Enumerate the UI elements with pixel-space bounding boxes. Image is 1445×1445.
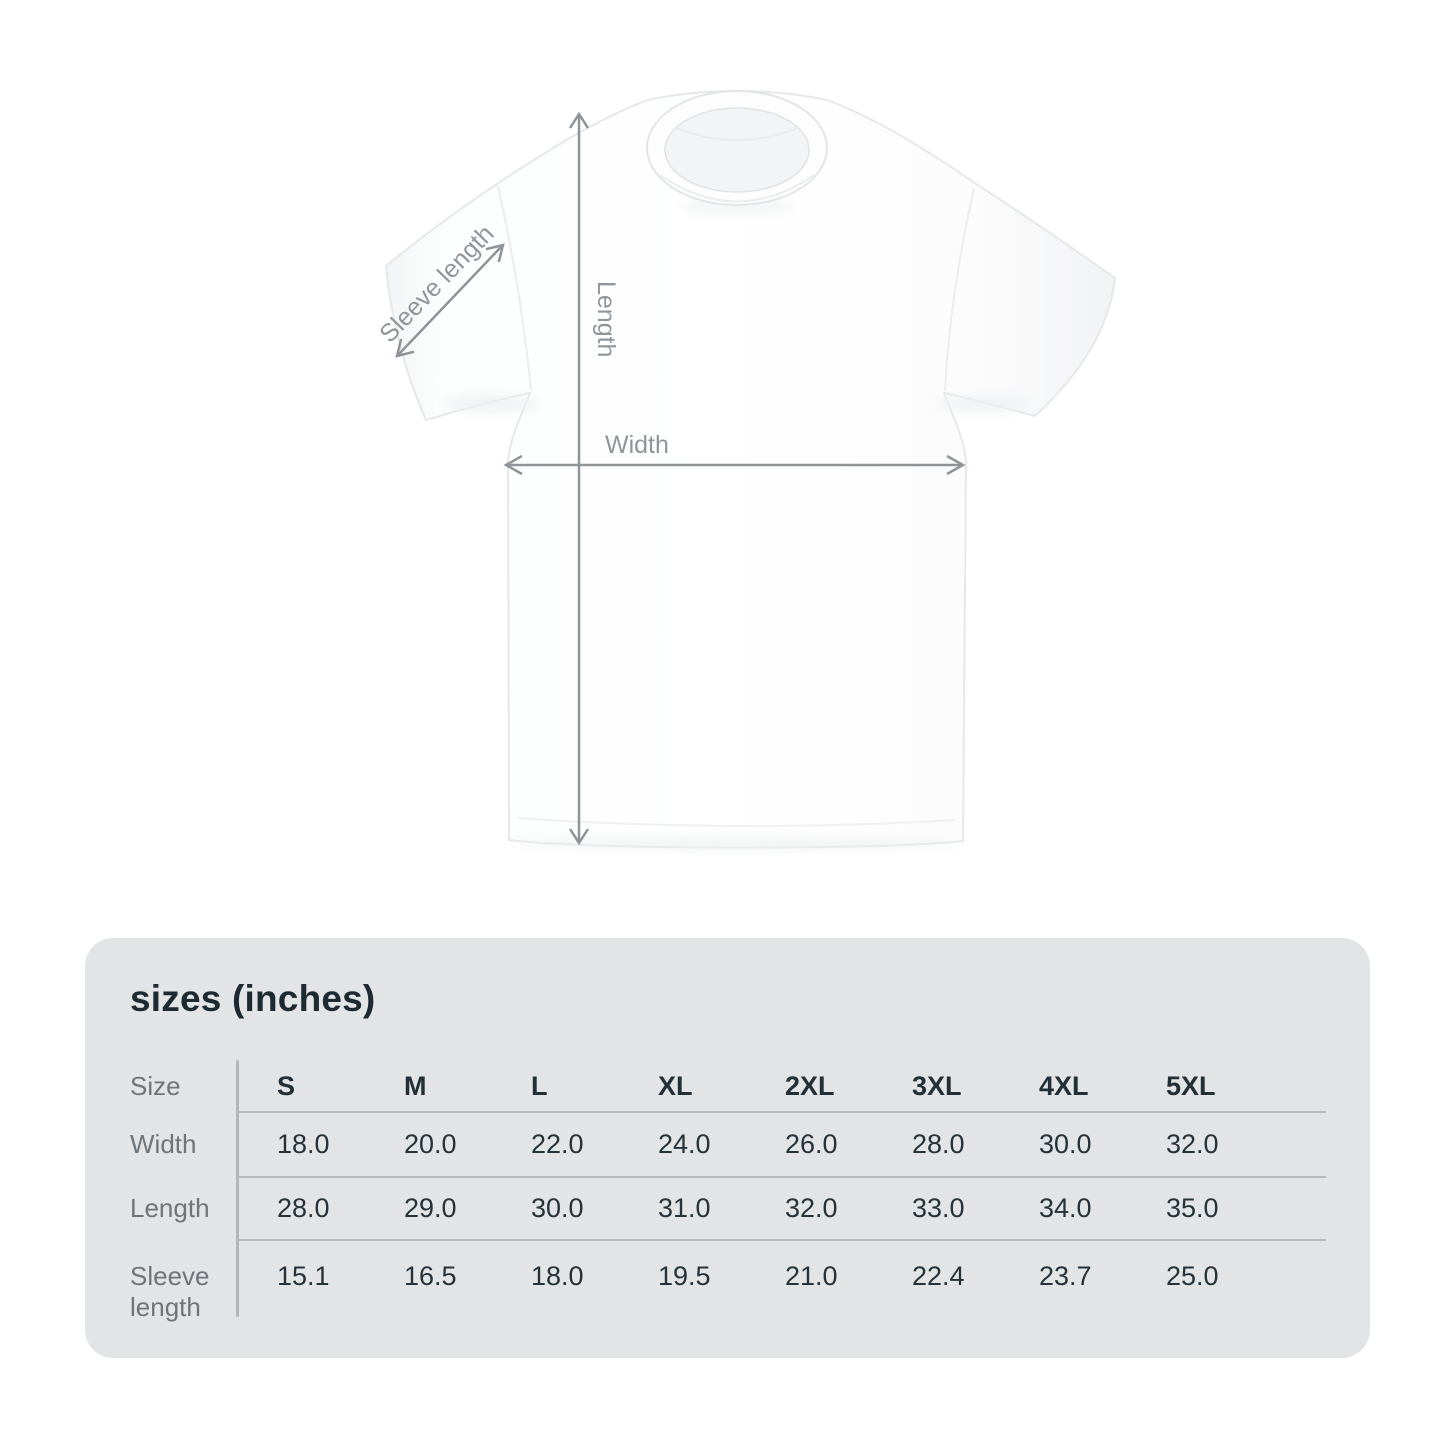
value-cell: 18.0 bbox=[277, 1129, 330, 1159]
value-cell: 28.0 bbox=[277, 1193, 330, 1223]
value-cell: 30.0 bbox=[531, 1193, 584, 1223]
right-armpit-shadow bbox=[934, 395, 1030, 413]
value-cell: 25.0 bbox=[1166, 1261, 1219, 1291]
value-cell: 22.4 bbox=[912, 1261, 965, 1291]
value-cell: 16.5 bbox=[404, 1261, 457, 1291]
size-header-cell: M bbox=[404, 1070, 427, 1101]
value-cell: 29.0 bbox=[404, 1193, 457, 1223]
size-table bbox=[130, 1060, 1326, 1322]
value-cell: 31.0 bbox=[658, 1193, 711, 1223]
size-header-cell: 3XL bbox=[912, 1070, 962, 1101]
value-cell: 32.0 bbox=[785, 1193, 838, 1223]
length-row bbox=[130, 1177, 1326, 1240]
row-label: Width bbox=[130, 1129, 197, 1159]
value-cell: 20.0 bbox=[404, 1129, 457, 1159]
size-header-cell: 5XL bbox=[1166, 1070, 1216, 1101]
size-header-cell: 2XL bbox=[785, 1070, 835, 1101]
size-header-row bbox=[130, 1060, 1326, 1112]
size-header-cell: S bbox=[277, 1070, 296, 1101]
size-chart-title: sizes (inches) bbox=[130, 978, 376, 1019]
size-header-cell: XL bbox=[658, 1070, 693, 1101]
size-chart-card bbox=[85, 938, 1370, 1358]
value-cell: 22.0 bbox=[531, 1129, 584, 1159]
value-cell: 18.0 bbox=[531, 1261, 584, 1291]
sleeve-length-label: Sleeve length bbox=[374, 219, 500, 349]
value-cell: 19.5 bbox=[658, 1261, 711, 1291]
left-armpit-shadow bbox=[444, 395, 540, 413]
value-cell: 32.0 bbox=[1166, 1129, 1219, 1159]
value-cell: 26.0 bbox=[785, 1129, 838, 1159]
value-cell: 35.0 bbox=[1166, 1193, 1219, 1223]
value-cell: 28.0 bbox=[912, 1129, 965, 1159]
width-row bbox=[130, 1112, 1326, 1177]
row-label: Length bbox=[130, 1193, 210, 1223]
value-cell: 15.1 bbox=[277, 1261, 330, 1291]
tshirt-graphic bbox=[386, 91, 1115, 850]
width-label: Width bbox=[605, 431, 669, 459]
value-cell: 23.7 bbox=[1039, 1261, 1092, 1291]
collar-inner bbox=[665, 108, 809, 192]
length-label: Length bbox=[592, 281, 620, 358]
value-cell: 21.0 bbox=[785, 1261, 838, 1291]
value-cell: 34.0 bbox=[1039, 1193, 1092, 1223]
value-cell: 30.0 bbox=[1039, 1129, 1092, 1159]
sleeve-length-row bbox=[130, 1240, 1326, 1322]
value-cell: 24.0 bbox=[658, 1129, 711, 1159]
size-header-cell: L bbox=[531, 1070, 548, 1101]
size-header-cell: 4XL bbox=[1039, 1070, 1089, 1101]
row-label: Sleeve length bbox=[130, 1261, 210, 1322]
value-cell: 33.0 bbox=[912, 1193, 965, 1223]
corner-label: Size bbox=[130, 1070, 181, 1101]
